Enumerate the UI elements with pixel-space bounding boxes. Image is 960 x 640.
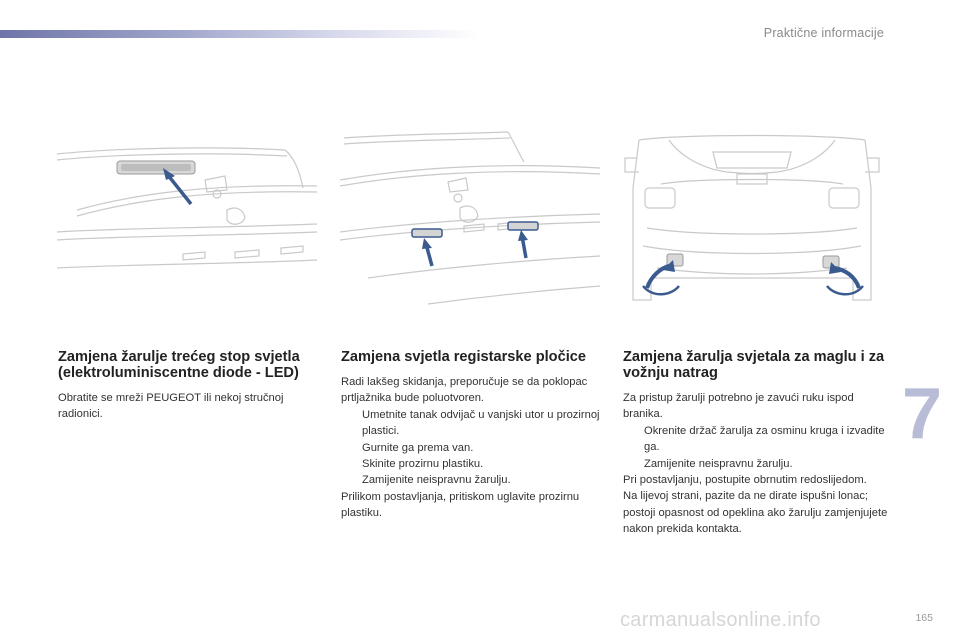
header-title: Praktične informacije xyxy=(763,26,884,40)
figure-third-brake-light xyxy=(55,128,319,278)
figure-number-plate-light xyxy=(338,128,602,308)
list-item: Gurnite ga prema van. xyxy=(362,441,474,454)
figure-arrow-marker xyxy=(422,238,432,266)
figure-arrow-marker xyxy=(518,230,528,258)
list-item: Okrenite držač žarulja za osminu kruga i izvadite ga. xyxy=(644,424,885,454)
section-title: Zamjena svjetla registarske pločice xyxy=(341,349,586,365)
chapter-number: 7 xyxy=(901,374,942,454)
list-item: Skinite prozirnu plastiku. xyxy=(362,458,484,471)
watermark: carmanualsonline.info xyxy=(620,609,821,631)
section-number-plate-light xyxy=(341,349,606,522)
section-outro: Pri postavljanju, postupite obrnutim redoslijedom. xyxy=(623,474,867,487)
section-intro: Za pristup žarulji potrebno je zavući ruku ispod branika. xyxy=(623,392,854,421)
section-paragraph: Obratite se mreži PEUGEOT ili nekoj stručnoj radionici. xyxy=(58,392,284,421)
section-outro: Na lijevoj strani, pazite da ne dirate ispušni lonac; postoji opasnost od opeklina ako žarulju zamjenjujete nakon prekida kontakta. xyxy=(623,490,888,536)
section-fog-reversing-lamps xyxy=(623,349,888,538)
list-item: Umetnite tanak odvijač u vanjski utor u prozirnoj plastici. xyxy=(362,408,600,438)
figure-fog-reversing-lamps xyxy=(617,128,887,308)
list-item: Zamijenite neispravnu žarulju. xyxy=(362,474,511,487)
header-accent-bar xyxy=(0,30,480,38)
section-title: Zamjena žarulje trećeg stop svjetla (elektroluminiscentne diode - LED) xyxy=(58,349,300,381)
section-title: Zamjena žarulja svjetala za maglu i za vožnju natrag xyxy=(623,349,885,381)
section-third-brake-light xyxy=(58,349,323,423)
page-number: 165 xyxy=(915,612,933,624)
section-outro: Prilikom postavljanja, pritiskom uglavite prozirnu plastiku. xyxy=(341,490,580,520)
section-intro: Radi lakšeg skidanja, preporučuje se da poklopac prtljažnika bude poluotvoren. xyxy=(341,376,588,405)
list-item: Zamijenite neispravnu žarulju. xyxy=(644,457,793,470)
figure-arrow-marker xyxy=(643,260,679,294)
